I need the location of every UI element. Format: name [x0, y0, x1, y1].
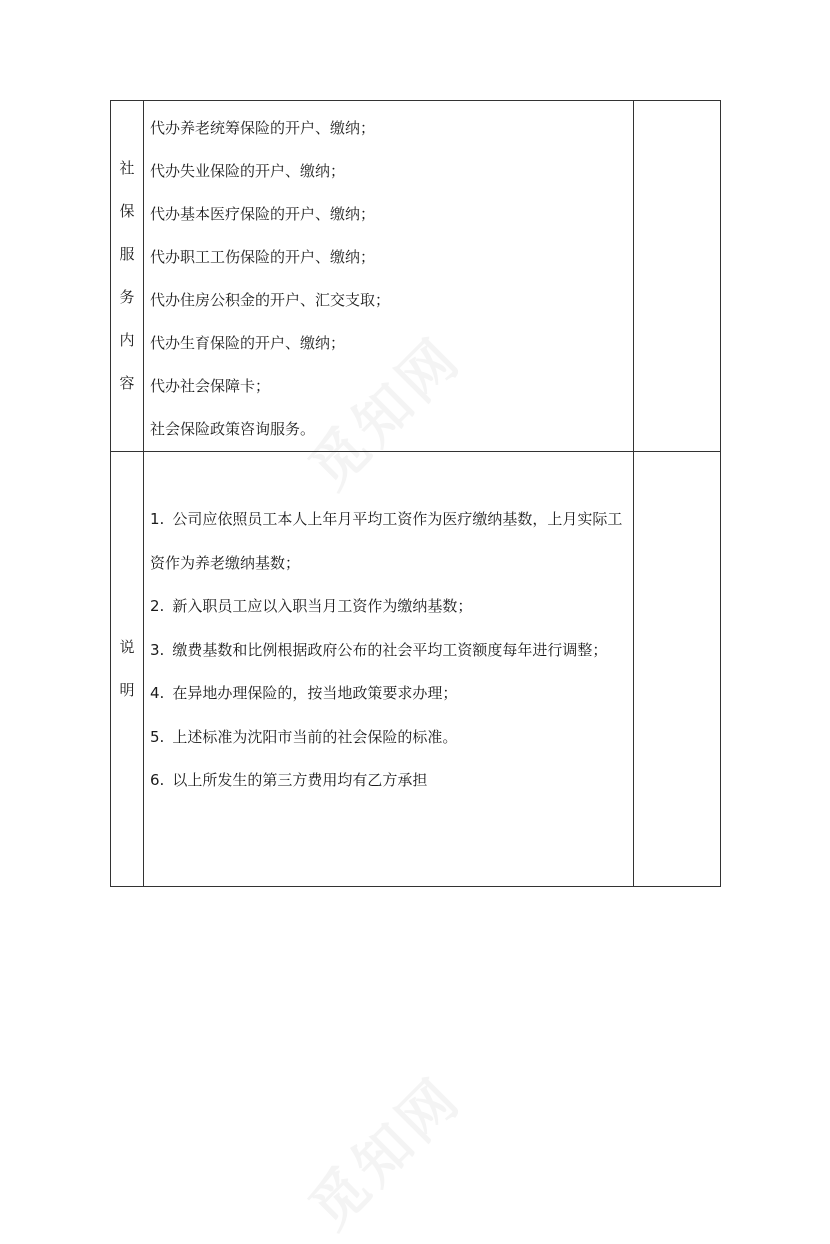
list-item: 代办失业保险的开户、缴纳；	[150, 162, 346, 180]
list-item: 代办基本医疗保险的开户、缴纳；	[150, 205, 376, 223]
note-number: 4.	[150, 684, 165, 702]
notes-content	[144, 452, 634, 887]
note-text: 以上所发生的第三方费用均有乙方承担	[172, 771, 428, 789]
list-item: 代办养老统筹保险的开户、缴纳；	[150, 119, 376, 137]
note-text: 新入职员工应以入职当月工资作为缴纳基数；	[172, 597, 473, 615]
note-item	[150, 759, 627, 803]
label-char: 务	[119, 288, 135, 306]
table-row	[111, 452, 721, 887]
service-content	[144, 101, 634, 452]
list-item: 代办住房公积金的开户、汇交支取；	[150, 291, 391, 309]
note-item	[150, 498, 627, 585]
note-item	[150, 629, 627, 673]
section-label	[111, 101, 144, 452]
note-number: 2.	[150, 597, 165, 615]
label-char: 服	[119, 245, 135, 263]
label-char: 说	[119, 638, 135, 656]
table-row	[111, 101, 721, 452]
note-text: 缴费基数和比例根据政府公布的社会平均工资额度每年进行调整；	[172, 640, 608, 659]
list-item: 社会保险政策咨询服务。	[150, 420, 316, 438]
note-text: 公司应依照员工本人上年月平均工资作为医疗缴纳基数，上月实际工资作为养老缴纳基数；	[150, 510, 623, 572]
empty-cell	[634, 452, 721, 887]
note-number: 1.	[150, 510, 165, 528]
label-char: 保	[119, 202, 135, 220]
note-text: 上述标准为沈阳市当前的社会保险的标准。	[172, 727, 458, 746]
list-item: 代办职工工伤保险的开户、缴纳；	[150, 248, 376, 266]
empty-cell	[634, 101, 721, 452]
note-number: 3.	[150, 640, 165, 659]
list-item: 代办生育保险的开户、缴纳；	[150, 334, 346, 352]
watermark	[289, 1056, 477, 1244]
note-item	[150, 672, 627, 716]
section-label	[111, 452, 144, 887]
note-number: 6.	[150, 771, 165, 789]
label-char: 容	[119, 374, 135, 392]
note-item	[150, 585, 627, 629]
label-char: 内	[119, 331, 135, 349]
label-char: 明	[119, 681, 135, 699]
service-table	[110, 100, 721, 887]
note-number: 5.	[150, 727, 165, 746]
note-text: 在异地办理保险的，按当地政策要求办理；	[172, 684, 458, 702]
note-item	[150, 716, 627, 760]
label-char: 社	[119, 159, 135, 177]
list-item: 代办社会保障卡；	[150, 377, 271, 395]
